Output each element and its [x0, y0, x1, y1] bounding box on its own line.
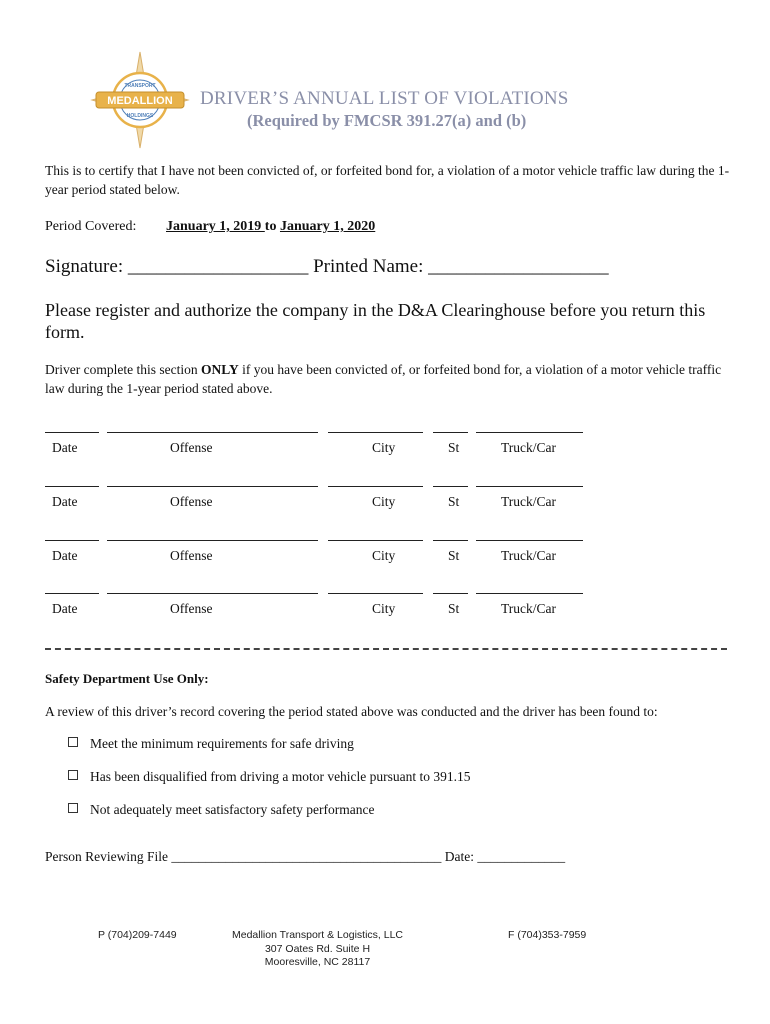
footer-address-line2: Mooresville, NC 28117 — [264, 956, 371, 968]
city-field[interactable] — [328, 540, 423, 541]
offense-label: Offense — [170, 601, 213, 616]
footer-company-block — [215, 929, 420, 970]
violation-row — [45, 486, 605, 516]
footer-fax: F (704)353-7959 — [508, 929, 587, 941]
option-label: Not adequately meet satisfactory safety performance — [90, 802, 375, 817]
date-field[interactable] — [45, 593, 99, 594]
period-connector: to — [264, 219, 280, 234]
vehicle-field[interactable] — [476, 593, 583, 594]
driver-instructions-after: if you have been convicted of, or forfeited bond for, a violation of a motor vehicle traffic law during the 1-year period stated above. — [45, 362, 722, 396]
option-disqualified[interactable] — [68, 769, 471, 785]
period-end: January 1, 2020 — [279, 219, 376, 234]
vehicle-label: Truck/Car — [501, 601, 557, 616]
option-meets-requirements[interactable] — [68, 736, 354, 752]
violation-row — [45, 432, 605, 462]
safety-heading: Safety Department Use Only: — [45, 671, 209, 686]
city-field[interactable] — [328, 432, 423, 433]
state-label: St — [448, 440, 460, 455]
checkbox[interactable] — [68, 770, 78, 780]
footer-address-line1: 307 Oates Rd. Suite H — [264, 942, 371, 955]
register-notice: Please register and authorize the company in the D&A Clearinghouse before you return this form. — [45, 300, 706, 342]
state-label: St — [448, 494, 460, 509]
option-not-adequate[interactable] — [68, 802, 375, 818]
logo-text: MEDALLION — [107, 95, 173, 107]
vehicle-label: Truck/Car — [501, 494, 557, 509]
footer-phone: P (704)209-7449 — [98, 929, 177, 941]
driver-section-instructions — [45, 361, 735, 398]
reviewer-label: Person Reviewing File — [45, 849, 168, 864]
vehicle-label: Truck/Car — [501, 440, 557, 455]
review-date-field[interactable]: _____________ — [477, 849, 566, 864]
offense-field[interactable] — [107, 486, 318, 487]
offense-label: Offense — [170, 440, 213, 455]
offense-label: Offense — [170, 494, 213, 509]
date-field[interactable] — [45, 486, 99, 487]
vehicle-field[interactable] — [476, 486, 583, 487]
vehicle-label: Truck/Car — [501, 548, 557, 563]
vehicle-field[interactable] — [476, 540, 583, 541]
section-divider — [45, 648, 727, 650]
city-field[interactable] — [328, 486, 423, 487]
city-label: City — [372, 440, 396, 455]
medallion-logo — [90, 50, 190, 150]
offense-field[interactable] — [107, 593, 318, 594]
state-field[interactable] — [433, 486, 468, 487]
state-field[interactable] — [433, 540, 468, 541]
option-label: Meet the minimum requirements for safe driving — [90, 736, 354, 751]
logo-bottom-text: HOLDINGS — [126, 113, 154, 119]
violation-row — [45, 593, 605, 623]
offense-field[interactable] — [107, 540, 318, 541]
certification-text: This is to certify that I have not been convicted of, or forfeited bond for, a violation of a motor vehicle traffic law during the 1-year period stated below. — [45, 163, 730, 197]
date-label: Date — [52, 440, 78, 455]
signature-field[interactable]: ___________________ — [127, 256, 309, 277]
review-text: A review of this driver’s record covering the period stated above was conducted and the driver has been found to: — [45, 704, 658, 719]
review-date-label: Date: — [444, 849, 474, 864]
city-label: City — [372, 548, 396, 563]
violation-row — [45, 540, 605, 570]
signature-line — [45, 256, 609, 278]
date-field[interactable] — [45, 540, 99, 541]
driver-instructions-emphasis: ONLY — [200, 362, 239, 377]
state-field[interactable] — [433, 432, 468, 433]
reviewer-line — [45, 849, 565, 865]
checkbox[interactable] — [68, 803, 78, 813]
logo-top-text: TRANSPORT — [124, 83, 156, 89]
signature-label: Signature: — [45, 256, 124, 277]
driver-instructions-before: Driver complete this section — [45, 362, 201, 377]
period-start: January 1, 2019 — [166, 219, 265, 234]
vehicle-field[interactable] — [476, 432, 583, 433]
city-label: City — [372, 494, 396, 509]
footer-company: Medallion Transport & Logistics, LLC — [232, 929, 403, 941]
printed-name-label: Printed Name: — [313, 256, 424, 277]
period-value — [166, 219, 375, 235]
period-label: Period Covered: — [45, 219, 137, 234]
checkbox[interactable] — [68, 737, 78, 747]
date-field[interactable] — [45, 432, 99, 433]
date-label: Date — [52, 601, 78, 616]
date-label: Date — [52, 494, 78, 509]
offense-field[interactable] — [107, 432, 318, 433]
page-title: DRIVER’S ANNUAL LIST OF VIOLATIONS — [200, 88, 569, 109]
state-label: St — [448, 601, 460, 616]
option-label: Has been disqualified from driving a motor vehicle pursuant to 391.15 — [90, 769, 471, 784]
city-field[interactable] — [328, 593, 423, 594]
state-label: St — [448, 548, 460, 563]
state-field[interactable] — [433, 593, 468, 594]
offense-label: Offense — [170, 548, 213, 563]
reviewer-field[interactable]: ________________________________________ — [171, 849, 442, 864]
printed-name-field[interactable]: ___________________ — [428, 256, 609, 277]
city-label: City — [372, 601, 396, 616]
page-subtitle: (Required by FMCSR 391.27(a) and (b) — [247, 111, 527, 130]
date-label: Date — [52, 548, 78, 563]
